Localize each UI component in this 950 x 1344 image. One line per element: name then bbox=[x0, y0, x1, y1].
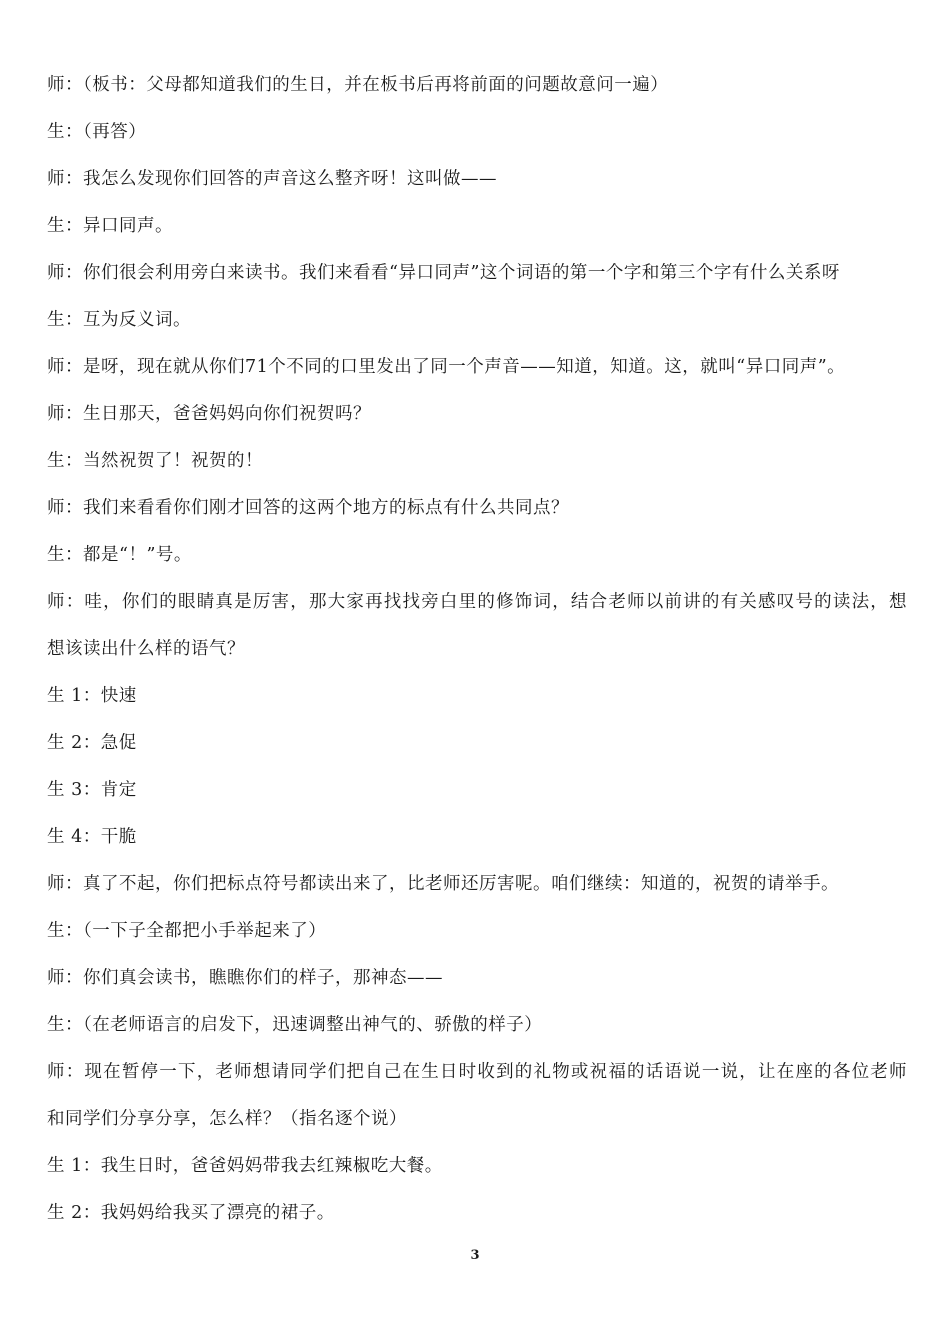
page-number: 3 bbox=[470, 1248, 480, 1263]
document-body bbox=[47, 62, 907, 1237]
text-line: 想该读出什么样的语气？ bbox=[47, 639, 245, 659]
text-line: 生：互为反义词。 bbox=[47, 310, 191, 330]
text-line: 生 1：快速 bbox=[47, 686, 137, 706]
text-line: 和同学们分享分享，怎么样？（指名逐个说） bbox=[47, 1109, 407, 1129]
text-line: 生 1：我生日时，爸爸妈妈带我去红辣椒吃大餐。 bbox=[47, 1156, 443, 1176]
text-line: 生 2：急促 bbox=[47, 733, 137, 753]
text-line: 生：（在老师语言的启发下，迅速调整出神气的、骄傲的样子） bbox=[47, 1015, 543, 1035]
text-line: 生：（再答） bbox=[47, 122, 147, 142]
text-line: 师：真了不起，你们把标点符号都读出来了，比老师还厉害呢。咱们继续：知道的，祝贺的请举手。 bbox=[47, 874, 839, 894]
text-line: 生：（一下子全都把小手举起来了） bbox=[47, 921, 327, 941]
text-line: 生：都是“！”号。 bbox=[47, 545, 192, 565]
text-line: 师：现在暂停一下，老师想请同学们把自己在生日时收到的礼物或祝福的话语说一说，让在座的各位老师 bbox=[47, 1062, 907, 1082]
text-line: 师：我怎么发现你们回答的声音这么整齐呀！这叫做—— bbox=[47, 169, 497, 189]
text-line: 生：当然祝贺了！祝贺的！ bbox=[47, 451, 263, 471]
text-line: 生：异口同声。 bbox=[47, 216, 173, 236]
text-line: 师：是呀，现在就从你们71个不同的口里发出了同一个声音——知道，知道。这，就叫“异口同声”。 bbox=[47, 357, 846, 377]
text-line: 师：哇，你们的眼睛真是厉害，那大家再找找旁白里的修饰词，结合老师以前讲的有关感叹号的读法，想 bbox=[47, 592, 907, 612]
text-line: 生 3：肯定 bbox=[47, 780, 137, 800]
text-line: 师：生日那天，爸爸妈妈向你们祝贺吗？ bbox=[47, 404, 371, 424]
text-line: 师：你们很会利用旁白来读书。我们来看看“异口同声”这个词语的第一个字和第三个字有什么关系呀 bbox=[47, 263, 840, 283]
text-line: 生 2：我妈妈给我买了漂亮的裙子。 bbox=[47, 1203, 335, 1223]
text-line: 生 4：干脆 bbox=[47, 827, 137, 847]
text-line: 师：（板书：父母都知道我们的生日，并在板书后再将前面的问题故意问一遍） bbox=[47, 75, 669, 95]
text-line: 师：我们来看看你们刚才回答的这两个地方的标点有什么共同点？ bbox=[47, 498, 569, 518]
text-line: 师：你们真会读书，瞧瞧你们的样子，那神态—— bbox=[47, 968, 443, 988]
